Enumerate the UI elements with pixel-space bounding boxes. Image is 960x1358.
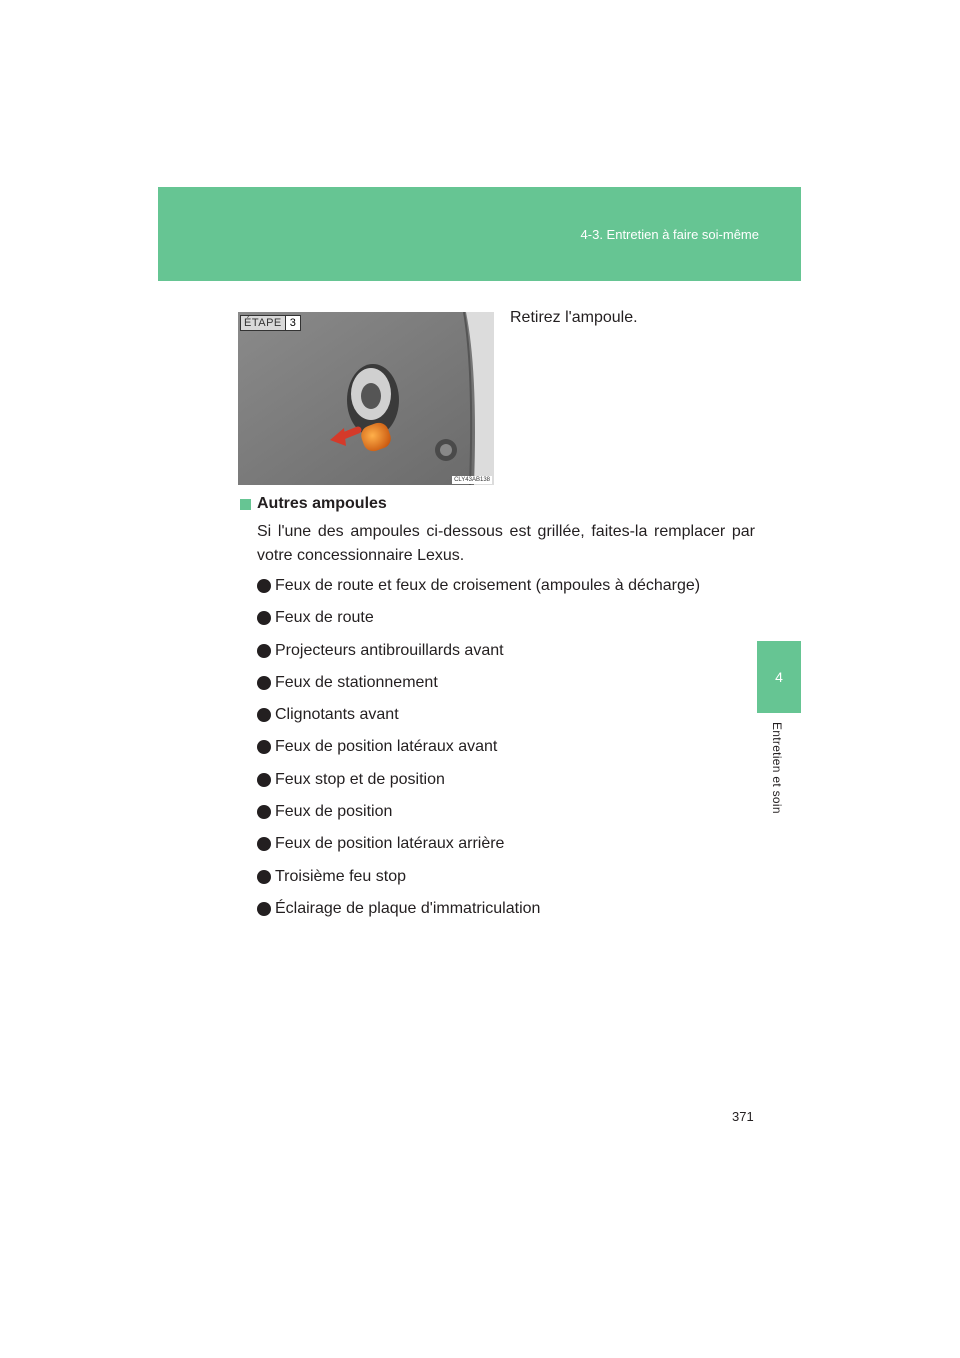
list-item: Éclairage de plaque d'immatriculation [257,898,700,930]
bullet-icon [257,837,271,851]
header-band [158,187,801,281]
list-item: Feux de route [257,607,700,639]
step-badge [240,315,301,331]
bullet-icon [257,740,271,754]
square-bullet-icon [240,499,251,510]
bullet-icon [257,579,271,593]
step-number: 3 [285,316,300,330]
list-item: Feux de route et feux de croisement (ampoules à décharge) [257,575,700,607]
list-item: Clignotants avant [257,704,700,736]
step-instruction: Retirez l'ampoule. [510,309,638,326]
section-intro: Si l'une des ampoules ci-dessous est grillée, faites-la remplacer par votre concessionnaire Lexus. [257,523,755,564]
list-item: Feux de position latéraux avant [257,736,700,768]
section-title [240,495,387,513]
bullet-icon [257,805,271,819]
bullet-icon [257,611,271,625]
section-header: 4-3. Entretien à faire soi-même [580,227,759,242]
bullet-icon [257,708,271,722]
bulb-list [257,575,700,930]
bullet-icon [257,902,271,916]
bullet-icon [257,676,271,690]
list-item: Feux stop et de position [257,769,700,801]
list-item: Troisième feu stop [257,866,700,898]
list-item: Projecteurs antibrouillards avant [257,640,700,672]
page-number: 371 [732,1109,754,1124]
step-illustration [238,312,494,485]
list-item: Feux de position latéraux arrière [257,833,700,865]
image-code: CLY43AB138 [454,477,490,483]
bullet-icon [257,870,271,884]
step-word: ÉTAPE [244,317,282,329]
bulb-removal-photo [238,312,494,485]
list-item: Feux de position [257,801,700,833]
bullet-icon [257,773,271,787]
chapter-number: 4 [775,669,783,685]
section-title-text: Autres ampoules [257,495,387,512]
list-item: Feux de stationnement [257,672,700,704]
bullet-icon [257,644,271,658]
chapter-tab [757,641,801,713]
chapter-label: Entretien et soin [770,722,784,814]
